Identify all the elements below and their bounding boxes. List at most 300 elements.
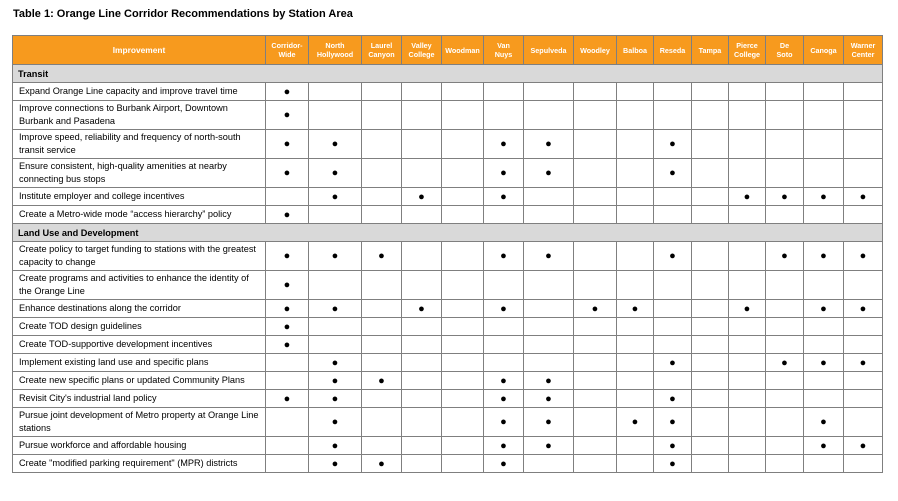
improvement-label: Improve connections to Burbank Airport, Downtown Burbank and Pasadena: [13, 101, 266, 130]
empty-cell: [484, 101, 524, 130]
recommendation-mark: ●: [654, 437, 692, 455]
empty-cell: [766, 206, 804, 224]
empty-cell: [692, 455, 729, 473]
empty-cell: [617, 159, 654, 188]
empty-cell: [766, 318, 804, 336]
empty-cell: [402, 242, 442, 271]
empty-cell: [844, 159, 883, 188]
empty-cell: [402, 159, 442, 188]
recommendation-mark: ●: [484, 390, 524, 408]
empty-cell: [654, 300, 692, 318]
empty-cell: [804, 83, 844, 101]
empty-cell: [844, 130, 883, 159]
empty-cell: [766, 455, 804, 473]
empty-cell: [574, 455, 617, 473]
recommendation-mark: ●: [804, 242, 844, 271]
column-header-station: Canoga: [804, 36, 844, 65]
empty-cell: [442, 159, 484, 188]
table-row: [13, 437, 883, 455]
table-row: [13, 159, 883, 188]
empty-cell: [617, 455, 654, 473]
empty-cell: [442, 390, 484, 408]
column-header-station: Pierce College: [729, 36, 766, 65]
empty-cell: [574, 318, 617, 336]
section-heading: Transit: [13, 65, 883, 83]
recommendation-mark: ●: [484, 242, 524, 271]
table-row: [13, 336, 883, 354]
recommendation-mark: ●: [309, 242, 362, 271]
empty-cell: [402, 83, 442, 101]
empty-cell: [729, 101, 766, 130]
empty-cell: [692, 159, 729, 188]
recommendation-mark: ●: [484, 408, 524, 437]
recommendation-mark: ●: [484, 455, 524, 473]
empty-cell: [574, 390, 617, 408]
recommendation-mark: ●: [766, 188, 804, 206]
recommendation-mark: ●: [266, 206, 309, 224]
empty-cell: [766, 336, 804, 354]
column-header-station: Laurel Canyon: [362, 36, 402, 65]
empty-cell: [574, 206, 617, 224]
recommendation-mark: ●: [309, 372, 362, 390]
empty-cell: [362, 408, 402, 437]
recommendation-mark: ●: [844, 354, 883, 372]
empty-cell: [617, 390, 654, 408]
improvement-label: Enhance destinations along the corridor: [13, 300, 266, 318]
section-row: [13, 224, 883, 242]
empty-cell: [402, 372, 442, 390]
table-row: [13, 130, 883, 159]
column-header-station: Woodley: [574, 36, 617, 65]
recommendation-mark: ●: [362, 242, 402, 271]
recommendation-mark: ●: [402, 188, 442, 206]
empty-cell: [442, 437, 484, 455]
empty-cell: [617, 372, 654, 390]
empty-cell: [654, 318, 692, 336]
recommendation-mark: ●: [266, 390, 309, 408]
recommendation-mark: ●: [729, 300, 766, 318]
recommendation-mark: ●: [766, 354, 804, 372]
improvement-label: Ensure consistent, high-quality amenities at nearby connecting bus stops: [13, 159, 266, 188]
empty-cell: [766, 83, 804, 101]
recommendation-mark: ●: [804, 354, 844, 372]
empty-cell: [484, 271, 524, 300]
table-row: [13, 206, 883, 224]
empty-cell: [309, 206, 362, 224]
empty-cell: [309, 101, 362, 130]
column-header-station: Woodman: [442, 36, 484, 65]
empty-cell: [442, 300, 484, 318]
recommendation-mark: ●: [402, 300, 442, 318]
empty-cell: [654, 188, 692, 206]
empty-cell: [729, 83, 766, 101]
empty-cell: [804, 271, 844, 300]
empty-cell: [442, 455, 484, 473]
column-header-station: Corridor- Wide: [266, 36, 309, 65]
empty-cell: [692, 130, 729, 159]
empty-cell: [524, 271, 574, 300]
recommendation-mark: ●: [266, 242, 309, 271]
empty-cell: [402, 354, 442, 372]
table-row: [13, 408, 883, 437]
empty-cell: [617, 271, 654, 300]
empty-cell: [844, 271, 883, 300]
empty-cell: [844, 101, 883, 130]
empty-cell: [692, 336, 729, 354]
recommendation-mark: ●: [804, 300, 844, 318]
empty-cell: [362, 336, 402, 354]
recommendation-mark: ●: [309, 408, 362, 437]
empty-cell: [654, 206, 692, 224]
empty-cell: [442, 372, 484, 390]
empty-cell: [442, 271, 484, 300]
recommendation-mark: ●: [617, 408, 654, 437]
empty-cell: [766, 390, 804, 408]
empty-cell: [362, 271, 402, 300]
empty-cell: [574, 188, 617, 206]
recommendation-mark: ●: [524, 130, 574, 159]
improvement-label: Create programs and activities to enhance the identity of the Orange Line: [13, 271, 266, 300]
empty-cell: [402, 318, 442, 336]
empty-cell: [362, 101, 402, 130]
table-body: [13, 65, 883, 473]
recommendation-mark: ●: [309, 390, 362, 408]
improvement-label: Implement existing land use and specific plans: [13, 354, 266, 372]
empty-cell: [524, 206, 574, 224]
empty-cell: [484, 206, 524, 224]
improvement-label: Create "modified parking requirement" (MPR) districts: [13, 455, 266, 473]
empty-cell: [524, 300, 574, 318]
recommendation-mark: ●: [804, 437, 844, 455]
empty-cell: [617, 354, 654, 372]
empty-cell: [692, 300, 729, 318]
empty-cell: [766, 408, 804, 437]
empty-cell: [804, 206, 844, 224]
column-header-station: Valley College: [402, 36, 442, 65]
empty-cell: [362, 83, 402, 101]
empty-cell: [692, 437, 729, 455]
empty-cell: [692, 354, 729, 372]
section-row: [13, 65, 883, 83]
recommendation-mark: ●: [484, 300, 524, 318]
recommendation-mark: ●: [266, 300, 309, 318]
empty-cell: [524, 188, 574, 206]
table-row: [13, 354, 883, 372]
empty-cell: [729, 437, 766, 455]
empty-cell: [729, 318, 766, 336]
recommendation-mark: ●: [654, 354, 692, 372]
empty-cell: [844, 83, 883, 101]
empty-cell: [692, 188, 729, 206]
recommendation-mark: ●: [654, 159, 692, 188]
column-header-station: North Hollywood: [309, 36, 362, 65]
empty-cell: [804, 336, 844, 354]
empty-cell: [442, 336, 484, 354]
improvement-label: Expand Orange Line capacity and improve travel time: [13, 83, 266, 101]
empty-cell: [402, 101, 442, 130]
empty-cell: [362, 390, 402, 408]
empty-cell: [574, 159, 617, 188]
empty-cell: [402, 271, 442, 300]
empty-cell: [692, 242, 729, 271]
empty-cell: [574, 437, 617, 455]
empty-cell: [844, 390, 883, 408]
column-header-station: Balboa: [617, 36, 654, 65]
recommendation-mark: ●: [484, 372, 524, 390]
improvement-label: Institute employer and college incentives: [13, 188, 266, 206]
empty-cell: [766, 437, 804, 455]
empty-cell: [804, 455, 844, 473]
table-title: Table 1: Orange Line Corridor Recommendations by Station Area: [13, 8, 353, 20]
improvement-label: Create new specific plans or updated Community Plans: [13, 372, 266, 390]
empty-cell: [442, 188, 484, 206]
table-row: [13, 390, 883, 408]
improvement-label: Create policy to target funding to stations with the greatest capacity to change: [13, 242, 266, 271]
improvement-label: Create a Metro-wide mode “access hierarchy” policy: [13, 206, 266, 224]
empty-cell: [729, 130, 766, 159]
empty-cell: [266, 455, 309, 473]
empty-cell: [362, 159, 402, 188]
recommendation-mark: ●: [654, 390, 692, 408]
recommendation-mark: ●: [654, 455, 692, 473]
recommendation-mark: ●: [309, 130, 362, 159]
recommendation-mark: ●: [266, 159, 309, 188]
empty-cell: [692, 408, 729, 437]
recommendations-table: [12, 35, 883, 473]
empty-cell: [804, 130, 844, 159]
empty-cell: [692, 101, 729, 130]
empty-cell: [692, 318, 729, 336]
empty-cell: [524, 101, 574, 130]
empty-cell: [574, 372, 617, 390]
empty-cell: [617, 242, 654, 271]
empty-cell: [266, 408, 309, 437]
recommendation-mark: ●: [766, 242, 804, 271]
empty-cell: [524, 83, 574, 101]
recommendation-mark: ●: [266, 336, 309, 354]
table-row: [13, 300, 883, 318]
empty-cell: [617, 188, 654, 206]
recommendation-mark: ●: [617, 300, 654, 318]
empty-cell: [617, 101, 654, 130]
recommendation-mark: ●: [266, 271, 309, 300]
empty-cell: [402, 408, 442, 437]
table-row: [13, 271, 883, 300]
empty-cell: [524, 455, 574, 473]
recommendation-mark: ●: [524, 242, 574, 271]
table-row: [13, 188, 883, 206]
column-header-station: Sepulveda: [524, 36, 574, 65]
empty-cell: [362, 300, 402, 318]
improvement-label: Create TOD design guidelines: [13, 318, 266, 336]
recommendation-mark: ●: [844, 300, 883, 318]
column-header-station: Reseda: [654, 36, 692, 65]
empty-cell: [844, 318, 883, 336]
table-row: [13, 83, 883, 101]
empty-cell: [362, 354, 402, 372]
column-header-station: Van Nuys: [484, 36, 524, 65]
recommendation-mark: ●: [844, 437, 883, 455]
empty-cell: [484, 318, 524, 336]
empty-cell: [654, 271, 692, 300]
empty-cell: [362, 318, 402, 336]
column-header-station: De Soto: [766, 36, 804, 65]
empty-cell: [484, 83, 524, 101]
recommendation-mark: ●: [484, 159, 524, 188]
recommendation-mark: ●: [484, 188, 524, 206]
empty-cell: [266, 437, 309, 455]
empty-cell: [574, 130, 617, 159]
recommendation-mark: ●: [804, 188, 844, 206]
empty-cell: [442, 101, 484, 130]
empty-cell: [766, 300, 804, 318]
empty-cell: [654, 101, 692, 130]
empty-cell: [729, 336, 766, 354]
recommendation-mark: ●: [362, 372, 402, 390]
empty-cell: [617, 437, 654, 455]
empty-cell: [804, 390, 844, 408]
recommendation-mark: ●: [309, 188, 362, 206]
empty-cell: [402, 336, 442, 354]
empty-cell: [442, 242, 484, 271]
empty-cell: [766, 372, 804, 390]
empty-cell: [692, 206, 729, 224]
recommendation-mark: ●: [654, 408, 692, 437]
empty-cell: [574, 354, 617, 372]
empty-cell: [574, 242, 617, 271]
empty-cell: [654, 372, 692, 390]
empty-cell: [692, 83, 729, 101]
recommendation-mark: ●: [524, 159, 574, 188]
empty-cell: [402, 437, 442, 455]
empty-cell: [484, 336, 524, 354]
empty-cell: [729, 408, 766, 437]
empty-cell: [442, 206, 484, 224]
empty-cell: [574, 83, 617, 101]
empty-cell: [574, 271, 617, 300]
empty-cell: [654, 336, 692, 354]
recommendation-mark: ●: [524, 437, 574, 455]
recommendation-mark: ●: [266, 101, 309, 130]
recommendation-mark: ●: [654, 242, 692, 271]
improvement-label: Revisit City's industrial land policy: [13, 390, 266, 408]
column-header-station: Warner Center: [844, 36, 883, 65]
recommendation-mark: ●: [524, 408, 574, 437]
empty-cell: [362, 130, 402, 159]
empty-cell: [692, 372, 729, 390]
recommendation-mark: ●: [844, 242, 883, 271]
empty-cell: [442, 318, 484, 336]
empty-cell: [692, 390, 729, 408]
recommendation-mark: ●: [266, 318, 309, 336]
empty-cell: [729, 372, 766, 390]
recommendation-mark: ●: [266, 83, 309, 101]
empty-cell: [442, 83, 484, 101]
empty-cell: [402, 130, 442, 159]
empty-cell: [729, 455, 766, 473]
empty-cell: [484, 354, 524, 372]
empty-cell: [574, 101, 617, 130]
empty-cell: [362, 437, 402, 455]
empty-cell: [617, 336, 654, 354]
empty-cell: [524, 354, 574, 372]
empty-cell: [442, 130, 484, 159]
empty-cell: [844, 408, 883, 437]
empty-cell: [617, 318, 654, 336]
empty-cell: [574, 336, 617, 354]
empty-cell: [402, 206, 442, 224]
empty-cell: [442, 408, 484, 437]
empty-cell: [402, 390, 442, 408]
empty-cell: [362, 206, 402, 224]
recommendation-mark: ●: [309, 455, 362, 473]
empty-cell: [309, 318, 362, 336]
empty-cell: [766, 159, 804, 188]
empty-cell: [266, 188, 309, 206]
empty-cell: [266, 354, 309, 372]
empty-cell: [524, 318, 574, 336]
empty-cell: [729, 206, 766, 224]
table-row: [13, 101, 883, 130]
empty-cell: [729, 159, 766, 188]
empty-cell: [309, 336, 362, 354]
empty-cell: [844, 206, 883, 224]
recommendation-mark: ●: [266, 130, 309, 159]
section-heading: Land Use and Development: [13, 224, 883, 242]
empty-cell: [729, 354, 766, 372]
table-row: [13, 318, 883, 336]
recommendation-mark: ●: [309, 159, 362, 188]
recommendation-mark: ●: [804, 408, 844, 437]
empty-cell: [309, 271, 362, 300]
table-row: [13, 372, 883, 390]
empty-cell: [524, 336, 574, 354]
improvement-label: Create TOD-supportive development incentives: [13, 336, 266, 354]
empty-cell: [617, 130, 654, 159]
empty-cell: [844, 336, 883, 354]
empty-cell: [804, 159, 844, 188]
table-row: [13, 242, 883, 271]
empty-cell: [804, 372, 844, 390]
recommendation-mark: ●: [654, 130, 692, 159]
recommendation-mark: ●: [574, 300, 617, 318]
improvement-label: Pursue workforce and affordable housing: [13, 437, 266, 455]
empty-cell: [362, 188, 402, 206]
empty-cell: [844, 455, 883, 473]
empty-cell: [309, 83, 362, 101]
empty-cell: [766, 271, 804, 300]
empty-cell: [766, 130, 804, 159]
improvement-label: Pursue joint development of Metro property at Orange Line stations: [13, 408, 266, 437]
recommendation-mark: ●: [309, 437, 362, 455]
recommendation-mark: ●: [309, 354, 362, 372]
recommendation-mark: ●: [484, 437, 524, 455]
recommendation-mark: ●: [524, 372, 574, 390]
column-header-station: Tampa: [692, 36, 729, 65]
empty-cell: [574, 408, 617, 437]
empty-cell: [402, 455, 442, 473]
empty-cell: [729, 390, 766, 408]
recommendation-mark: ●: [844, 188, 883, 206]
empty-cell: [617, 83, 654, 101]
empty-cell: [729, 242, 766, 271]
empty-cell: [844, 372, 883, 390]
header-row: [13, 36, 883, 65]
empty-cell: [729, 271, 766, 300]
recommendation-mark: ●: [729, 188, 766, 206]
empty-cell: [617, 206, 654, 224]
table-row: [13, 455, 883, 473]
